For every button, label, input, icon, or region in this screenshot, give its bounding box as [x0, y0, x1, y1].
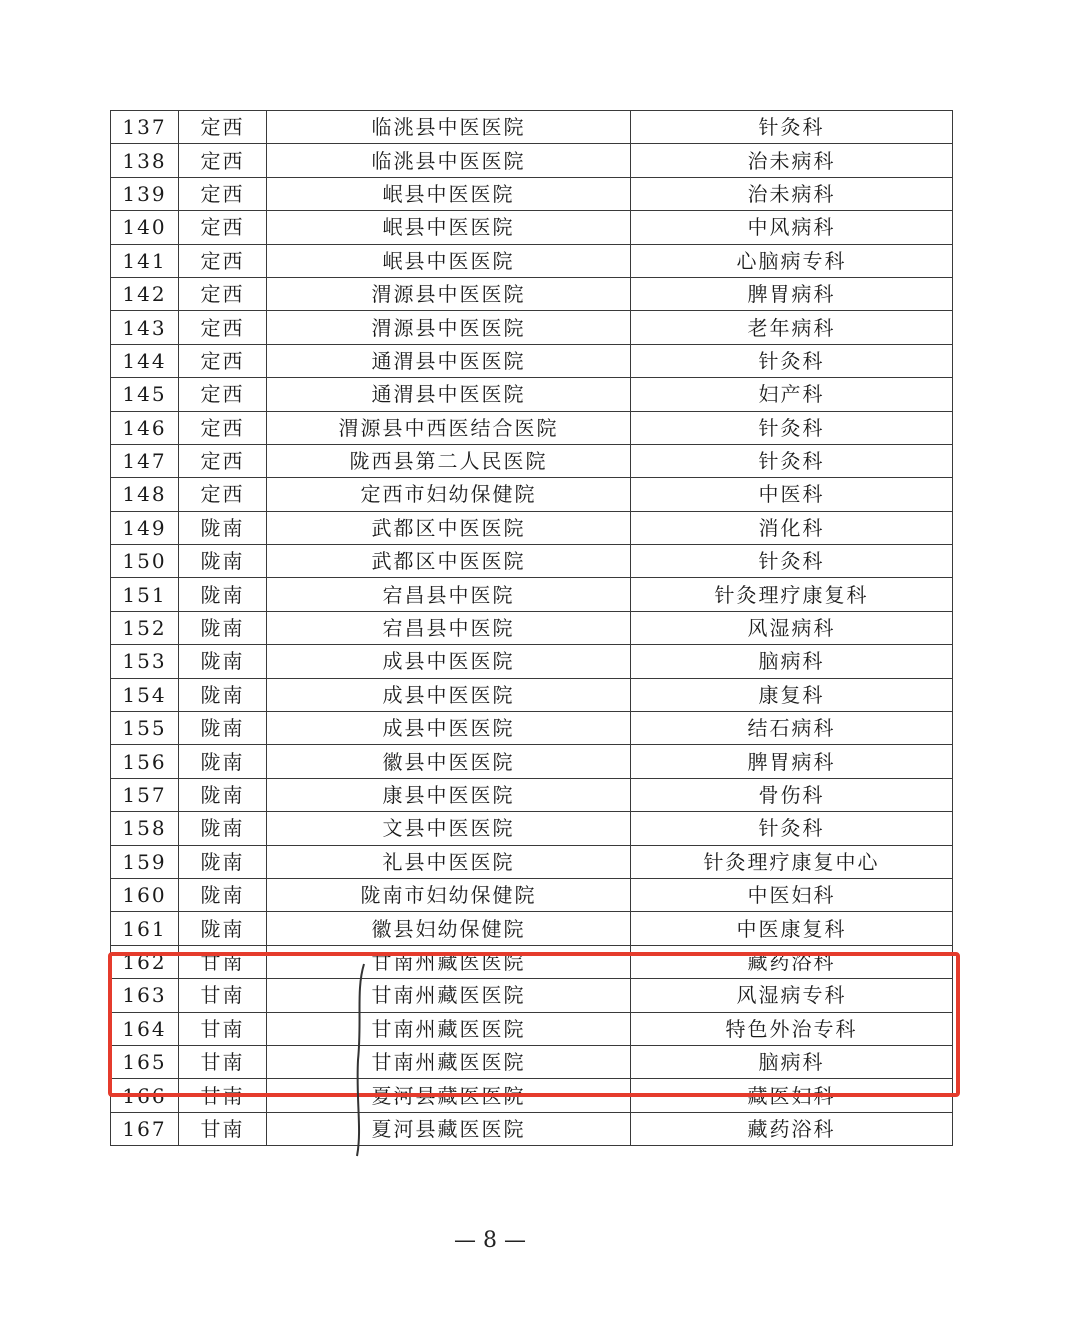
row-number-cell: 160: [111, 878, 179, 911]
department-cell: 消化科: [631, 511, 953, 544]
table-row: [111, 478, 953, 511]
city-cell: 甘南: [179, 979, 267, 1012]
row-number-cell: 162: [111, 945, 179, 978]
hospital-cell: 陇南市妇幼保健院: [267, 878, 631, 911]
row-number-cell: 149: [111, 511, 179, 544]
table-row: [111, 545, 953, 578]
table-row: [111, 645, 953, 678]
city-cell: 定西: [179, 244, 267, 277]
row-number-cell: 151: [111, 578, 179, 611]
hospital-cell: 武都区中医医院: [267, 545, 631, 578]
table-row: [111, 344, 953, 377]
hospital-cell: 成县中医医院: [267, 645, 631, 678]
row-number-cell: 148: [111, 478, 179, 511]
table-row: [111, 712, 953, 745]
table-row: [111, 111, 953, 144]
department-cell: 脾胃病科: [631, 745, 953, 778]
hospital-cell: 定西市妇幼保健院: [267, 478, 631, 511]
row-number-cell: 155: [111, 712, 179, 745]
table-row: [111, 511, 953, 544]
department-cell: 风湿病专科: [631, 979, 953, 1012]
city-cell: 陇南: [179, 712, 267, 745]
city-cell: 甘南: [179, 1012, 267, 1045]
department-cell: 藏药浴科: [631, 945, 953, 978]
city-cell: 定西: [179, 111, 267, 144]
department-cell: 藏医妇科: [631, 1079, 953, 1112]
city-cell: 陇南: [179, 578, 267, 611]
city-cell: 陇南: [179, 611, 267, 644]
row-number-cell: 156: [111, 745, 179, 778]
hospital-cell: 临洮县中医医院: [267, 144, 631, 177]
city-cell: 定西: [179, 478, 267, 511]
city-cell: 陇南: [179, 545, 267, 578]
hospital-cell: 临洮县中医医院: [267, 111, 631, 144]
row-number-cell: 137: [111, 111, 179, 144]
department-cell: 针灸科: [631, 411, 953, 444]
city-cell: 定西: [179, 277, 267, 310]
hospital-cell: 文县中医医院: [267, 812, 631, 845]
hospital-cell: 甘南州藏医医院: [267, 1045, 631, 1078]
hospital-cell: 徽县妇幼保健院: [267, 912, 631, 945]
table-row: [111, 812, 953, 845]
hospital-cell: 康县中医医院: [267, 778, 631, 811]
row-number-cell: 152: [111, 611, 179, 644]
department-cell: 脑病科: [631, 1045, 953, 1078]
hospital-cell: 岷县中医医院: [267, 244, 631, 277]
table-row: [111, 244, 953, 277]
row-number-cell: 161: [111, 912, 179, 945]
city-cell: 陇南: [179, 912, 267, 945]
table-row: [111, 277, 953, 310]
department-cell: 针灸理疗康复中心: [631, 845, 953, 878]
hospital-cell: 成县中医医院: [267, 712, 631, 745]
table-row: [111, 177, 953, 210]
city-cell: 定西: [179, 444, 267, 477]
city-cell: 甘南: [179, 1112, 267, 1145]
hospital-cell: 武都区中医医院: [267, 511, 631, 544]
department-cell: 心脑病专科: [631, 244, 953, 277]
row-number-cell: 146: [111, 411, 179, 444]
city-cell: 陇南: [179, 845, 267, 878]
department-cell: 中风病科: [631, 211, 953, 244]
department-cell: 针灸理疗康复科: [631, 578, 953, 611]
department-cell: 中医妇科: [631, 878, 953, 911]
table-row: [111, 778, 953, 811]
hospital-cell: 宕昌县中医院: [267, 578, 631, 611]
row-number-cell: 165: [111, 1045, 179, 1078]
page-number: — 8 —: [454, 1228, 526, 1253]
table-row: [111, 878, 953, 911]
hospital-cell: 通渭县中医医院: [267, 378, 631, 411]
city-cell: 甘南: [179, 1079, 267, 1112]
row-number-cell: 141: [111, 244, 179, 277]
table-row: [111, 411, 953, 444]
city-cell: 陇南: [179, 645, 267, 678]
department-cell: 藏药浴科: [631, 1112, 953, 1145]
hospital-cell: 岷县中医医院: [267, 177, 631, 210]
department-cell: 针灸科: [631, 444, 953, 477]
department-cell: 脑病科: [631, 645, 953, 678]
row-number-cell: 159: [111, 845, 179, 878]
row-number-cell: 144: [111, 344, 179, 377]
row-number-cell: 157: [111, 778, 179, 811]
hospital-cell: 夏河县藏医医院: [267, 1112, 631, 1145]
department-cell: 中医康复科: [631, 912, 953, 945]
row-number-cell: 163: [111, 979, 179, 1012]
row-number-cell: 153: [111, 645, 179, 678]
hospital-cell: 渭源县中西医结合医院: [267, 411, 631, 444]
row-number-cell: 139: [111, 177, 179, 210]
table-row: [111, 845, 953, 878]
city-cell: 定西: [179, 344, 267, 377]
city-cell: 陇南: [179, 745, 267, 778]
row-number-cell: 150: [111, 545, 179, 578]
city-cell: 甘南: [179, 1045, 267, 1078]
hospital-cell: 岷县中医医院: [267, 211, 631, 244]
department-cell: 特色外治专科: [631, 1012, 953, 1045]
hospital-cell: 通渭县中医医院: [267, 344, 631, 377]
table-row: [111, 678, 953, 711]
department-cell: 脾胃病科: [631, 277, 953, 310]
highlight-box: [108, 952, 960, 1097]
city-cell: 定西: [179, 311, 267, 344]
city-cell: 定西: [179, 411, 267, 444]
table-row: [111, 912, 953, 945]
city-cell: 陇南: [179, 678, 267, 711]
city-cell: 定西: [179, 378, 267, 411]
row-number-cell: 143: [111, 311, 179, 344]
hospital-cell: 渭源县中医医院: [267, 311, 631, 344]
department-cell: 老年病科: [631, 311, 953, 344]
row-number-cell: 145: [111, 378, 179, 411]
department-cell: 骨伤科: [631, 778, 953, 811]
department-cell: 针灸科: [631, 545, 953, 578]
department-cell: 结石病科: [631, 712, 953, 745]
department-cell: 康复科: [631, 678, 953, 711]
row-number-cell: 140: [111, 211, 179, 244]
table-row: [111, 444, 953, 477]
table-row: [111, 211, 953, 244]
table-row: [111, 745, 953, 778]
hospital-cell: 渭源县中医医院: [267, 277, 631, 310]
row-number-cell: 142: [111, 277, 179, 310]
hospital-cell: 礼县中医医院: [267, 845, 631, 878]
department-cell: 针灸科: [631, 344, 953, 377]
hospital-cell: 夏河县藏医医院: [267, 1079, 631, 1112]
row-number-cell: 166: [111, 1079, 179, 1112]
hospital-cell: 成县中医医院: [267, 678, 631, 711]
table-row: [111, 378, 953, 411]
city-cell: 陇南: [179, 778, 267, 811]
row-number-cell: 154: [111, 678, 179, 711]
department-cell: 中医科: [631, 478, 953, 511]
city-cell: 陇南: [179, 878, 267, 911]
table-row: [111, 578, 953, 611]
hospital-cell: 徽县中医医院: [267, 745, 631, 778]
city-cell: 陇南: [179, 511, 267, 544]
table-row: [111, 144, 953, 177]
hospital-cell: 甘南州藏医医院: [267, 979, 631, 1012]
city-cell: 陇南: [179, 812, 267, 845]
page-footer: [0, 1228, 1080, 1253]
row-number-cell: 158: [111, 812, 179, 845]
row-number-cell: 147: [111, 444, 179, 477]
table-row: [111, 1112, 953, 1145]
hospital-cell: 宕昌县中医院: [267, 611, 631, 644]
hospital-cell: 甘南州藏医医院: [267, 945, 631, 978]
city-cell: 定西: [179, 144, 267, 177]
city-cell: 定西: [179, 177, 267, 210]
hospital-cell: 甘南州藏医医院: [267, 1012, 631, 1045]
city-cell: 甘南: [179, 945, 267, 978]
department-cell: 针灸科: [631, 111, 953, 144]
row-number-cell: 164: [111, 1012, 179, 1045]
handwritten-bracket: [352, 960, 368, 1160]
department-cell: 妇产科: [631, 378, 953, 411]
hospital-cell: 陇西县第二人民医院: [267, 444, 631, 477]
department-cell: 风湿病科: [631, 611, 953, 644]
table-row: [111, 611, 953, 644]
department-cell: 治未病科: [631, 144, 953, 177]
city-cell: 定西: [179, 211, 267, 244]
row-number-cell: 138: [111, 144, 179, 177]
table-row: [111, 311, 953, 344]
department-cell: 针灸科: [631, 812, 953, 845]
row-number-cell: 167: [111, 1112, 179, 1145]
department-cell: 治未病科: [631, 177, 953, 210]
